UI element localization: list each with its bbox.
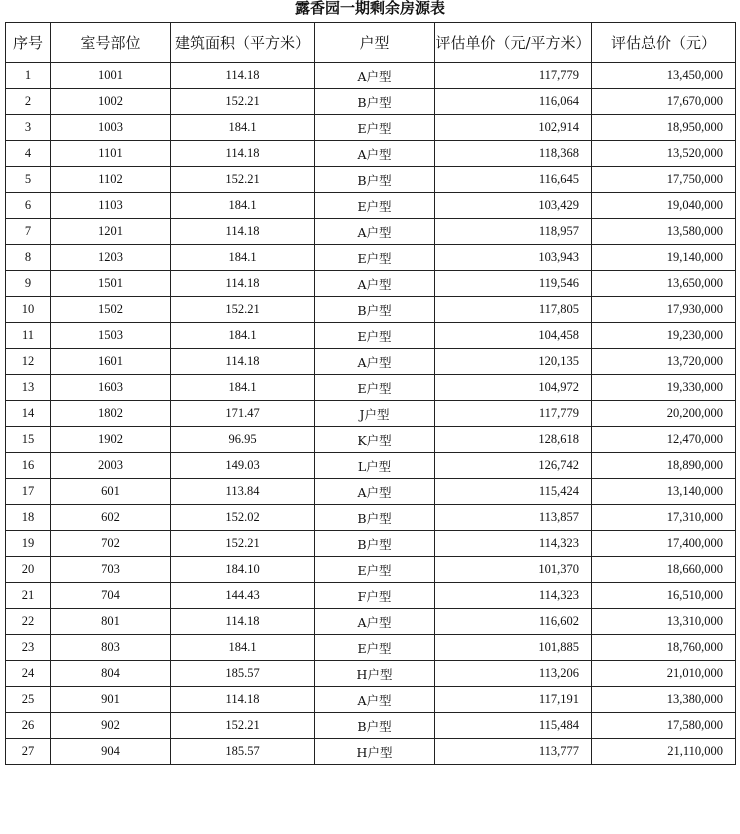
cell-total-price: 19,230,000 [592, 323, 736, 349]
cell-room: 1103 [51, 193, 171, 219]
cell-room: 1601 [51, 349, 171, 375]
cell-area: 184.1 [171, 245, 315, 271]
cell-total-price: 19,140,000 [592, 245, 736, 271]
cell-total-price: 13,520,000 [592, 141, 736, 167]
cell-total-price: 17,930,000 [592, 297, 736, 323]
cell-unit-price: 116,064 [435, 89, 592, 115]
cell-total-price: 13,580,000 [592, 219, 736, 245]
cell-index: 21 [6, 583, 51, 609]
cell-total-price: 17,670,000 [592, 89, 736, 115]
cell-room: 703 [51, 557, 171, 583]
table-row [6, 401, 736, 427]
cell-type: E户型 [315, 193, 435, 219]
table-row [6, 505, 736, 531]
cell-type: B户型 [315, 713, 435, 739]
cell-room: 602 [51, 505, 171, 531]
cell-unit-price: 101,885 [435, 635, 592, 661]
header-type: 户型 [315, 23, 435, 63]
header-area: 建筑面积（平方米） [171, 23, 315, 63]
cell-index: 23 [6, 635, 51, 661]
table-row [6, 661, 736, 687]
header-total-price: 评估总价（元） [592, 23, 736, 63]
table-row [6, 583, 736, 609]
cell-area: 114.18 [171, 609, 315, 635]
cell-type: E户型 [315, 245, 435, 271]
cell-unit-price: 113,857 [435, 505, 592, 531]
cell-index: 6 [6, 193, 51, 219]
cell-unit-price: 118,957 [435, 219, 592, 245]
cell-index: 14 [6, 401, 51, 427]
cell-area: 114.18 [171, 349, 315, 375]
cell-type: J户型 [315, 401, 435, 427]
cell-room: 1603 [51, 375, 171, 401]
cell-index: 13 [6, 375, 51, 401]
cell-index: 4 [6, 141, 51, 167]
cell-index: 10 [6, 297, 51, 323]
cell-room: 902 [51, 713, 171, 739]
table-row [6, 115, 736, 141]
cell-unit-price: 117,779 [435, 63, 592, 89]
cell-type: E户型 [315, 635, 435, 661]
cell-total-price: 13,380,000 [592, 687, 736, 713]
cell-room: 1203 [51, 245, 171, 271]
table-row [6, 375, 736, 401]
cell-unit-price: 116,602 [435, 609, 592, 635]
cell-total-price: 20,200,000 [592, 401, 736, 427]
cell-unit-price: 115,424 [435, 479, 592, 505]
cell-total-price: 21,010,000 [592, 661, 736, 687]
cell-total-price: 18,760,000 [592, 635, 736, 661]
cell-index: 19 [6, 531, 51, 557]
table-row [6, 635, 736, 661]
table-row [6, 271, 736, 297]
cell-area: 152.02 [171, 505, 315, 531]
cell-area: 171.47 [171, 401, 315, 427]
cell-area: 114.18 [171, 219, 315, 245]
cell-index: 1 [6, 63, 51, 89]
cell-area: 149.03 [171, 453, 315, 479]
cell-unit-price: 119,546 [435, 271, 592, 297]
header-index: 序号 [6, 23, 51, 63]
table-row [6, 739, 736, 765]
cell-unit-price: 128,618 [435, 427, 592, 453]
cell-area: 152.21 [171, 713, 315, 739]
cell-type: A户型 [315, 63, 435, 89]
cell-index: 25 [6, 687, 51, 713]
cell-type: B户型 [315, 89, 435, 115]
table-row [6, 427, 736, 453]
cell-total-price: 17,400,000 [592, 531, 736, 557]
cell-type: E户型 [315, 375, 435, 401]
cell-unit-price: 120,135 [435, 349, 592, 375]
table-row [6, 141, 736, 167]
cell-unit-price: 114,323 [435, 531, 592, 557]
cell-unit-price: 103,429 [435, 193, 592, 219]
cell-area: 114.18 [171, 271, 315, 297]
cell-index: 12 [6, 349, 51, 375]
cell-total-price: 12,470,000 [592, 427, 736, 453]
cell-index: 20 [6, 557, 51, 583]
cell-area: 114.18 [171, 63, 315, 89]
cell-index: 15 [6, 427, 51, 453]
cell-room: 803 [51, 635, 171, 661]
cell-unit-price: 113,777 [435, 739, 592, 765]
cell-type: A户型 [315, 479, 435, 505]
cell-type: B户型 [315, 297, 435, 323]
cell-total-price: 13,650,000 [592, 271, 736, 297]
cell-unit-price: 116,645 [435, 167, 592, 193]
cell-area: 114.18 [171, 687, 315, 713]
cell-index: 5 [6, 167, 51, 193]
table-row [6, 557, 736, 583]
page-title: 露香园一期剩余房源表 [294, 0, 445, 17]
cell-type: E户型 [315, 557, 435, 583]
table-row [6, 479, 736, 505]
table-row [6, 297, 736, 323]
cell-area: 184.1 [171, 115, 315, 141]
cell-area: 152.21 [171, 531, 315, 557]
cell-unit-price: 102,914 [435, 115, 592, 141]
cell-area: 185.57 [171, 739, 315, 765]
cell-index: 17 [6, 479, 51, 505]
cell-type: A户型 [315, 141, 435, 167]
cell-area: 114.18 [171, 141, 315, 167]
cell-total-price: 19,040,000 [592, 193, 736, 219]
cell-area: 185.57 [171, 661, 315, 687]
table-row [6, 453, 736, 479]
cell-total-price: 18,950,000 [592, 115, 736, 141]
cell-type: H户型 [315, 739, 435, 765]
cell-type: L户型 [315, 453, 435, 479]
cell-index: 27 [6, 739, 51, 765]
cell-type: A户型 [315, 687, 435, 713]
cell-room: 601 [51, 479, 171, 505]
table-row [6, 531, 736, 557]
cell-room: 1101 [51, 141, 171, 167]
cell-index: 8 [6, 245, 51, 271]
table-row [6, 63, 736, 89]
header-unit-price: 评估单价（元/平方米） [435, 23, 592, 63]
cell-type: B户型 [315, 531, 435, 557]
cell-type: A户型 [315, 219, 435, 245]
cell-unit-price: 117,779 [435, 401, 592, 427]
table-row [6, 219, 736, 245]
cell-index: 24 [6, 661, 51, 687]
cell-area: 144.43 [171, 583, 315, 609]
cell-total-price: 17,750,000 [592, 167, 736, 193]
cell-area: 184.1 [171, 193, 315, 219]
cell-type: F户型 [315, 583, 435, 609]
cell-room: 1502 [51, 297, 171, 323]
cell-index: 2 [6, 89, 51, 115]
cell-area: 184.1 [171, 635, 315, 661]
table-row [6, 245, 736, 271]
cell-index: 18 [6, 505, 51, 531]
cell-room: 801 [51, 609, 171, 635]
cell-index: 3 [6, 115, 51, 141]
cell-total-price: 13,310,000 [592, 609, 736, 635]
cell-unit-price: 117,191 [435, 687, 592, 713]
cell-index: 11 [6, 323, 51, 349]
table-row [6, 687, 736, 713]
header-row [6, 23, 736, 63]
cell-room: 1802 [51, 401, 171, 427]
table-row [6, 713, 736, 739]
cell-room: 1503 [51, 323, 171, 349]
header-room: 室号部位 [51, 23, 171, 63]
cell-room: 1003 [51, 115, 171, 141]
table-row [6, 167, 736, 193]
cell-area: 152.21 [171, 297, 315, 323]
cell-total-price: 17,310,000 [592, 505, 736, 531]
cell-unit-price: 114,323 [435, 583, 592, 609]
cell-total-price: 16,510,000 [592, 583, 736, 609]
cell-total-price: 17,580,000 [592, 713, 736, 739]
cell-type: B户型 [315, 505, 435, 531]
cell-index: 26 [6, 713, 51, 739]
cell-room: 2003 [51, 453, 171, 479]
cell-room: 1002 [51, 89, 171, 115]
cell-total-price: 21,110,000 [592, 739, 736, 765]
cell-area: 184.1 [171, 375, 315, 401]
cell-unit-price: 103,943 [435, 245, 592, 271]
cell-area: 96.95 [171, 427, 315, 453]
cell-unit-price: 117,805 [435, 297, 592, 323]
cell-unit-price: 113,206 [435, 661, 592, 687]
cell-type: E户型 [315, 323, 435, 349]
cell-room: 702 [51, 531, 171, 557]
cell-area: 152.21 [171, 89, 315, 115]
cell-total-price: 18,890,000 [592, 453, 736, 479]
cell-type: E户型 [315, 115, 435, 141]
cell-index: 9 [6, 271, 51, 297]
table-row [6, 323, 736, 349]
cell-room: 704 [51, 583, 171, 609]
cell-unit-price: 126,742 [435, 453, 592, 479]
cell-room: 1501 [51, 271, 171, 297]
cell-index: 7 [6, 219, 51, 245]
cell-room: 1902 [51, 427, 171, 453]
cell-type: B户型 [315, 167, 435, 193]
cell-room: 1001 [51, 63, 171, 89]
cell-type: A户型 [315, 349, 435, 375]
cell-unit-price: 104,458 [435, 323, 592, 349]
cell-room: 901 [51, 687, 171, 713]
cell-area: 184.10 [171, 557, 315, 583]
cell-area: 184.1 [171, 323, 315, 349]
table-row [6, 609, 736, 635]
cell-index: 16 [6, 453, 51, 479]
cell-unit-price: 101,370 [435, 557, 592, 583]
cell-type: K户型 [315, 427, 435, 453]
cell-total-price: 13,140,000 [592, 479, 736, 505]
cell-type: H户型 [315, 661, 435, 687]
table-row [6, 89, 736, 115]
table-row [6, 349, 736, 375]
cell-room: 1201 [51, 219, 171, 245]
cell-total-price: 13,720,000 [592, 349, 736, 375]
cell-unit-price: 115,484 [435, 713, 592, 739]
listing-table [5, 22, 736, 765]
cell-unit-price: 118,368 [435, 141, 592, 167]
cell-index: 22 [6, 609, 51, 635]
cell-room: 804 [51, 661, 171, 687]
cell-type: A户型 [315, 609, 435, 635]
cell-total-price: 19,330,000 [592, 375, 736, 401]
cell-unit-price: 104,972 [435, 375, 592, 401]
cell-area: 113.84 [171, 479, 315, 505]
cell-total-price: 13,450,000 [592, 63, 736, 89]
table-row [6, 193, 736, 219]
cell-area: 152.21 [171, 167, 315, 193]
cell-type: A户型 [315, 271, 435, 297]
cell-total-price: 18,660,000 [592, 557, 736, 583]
cell-room: 1102 [51, 167, 171, 193]
cell-room: 904 [51, 739, 171, 765]
